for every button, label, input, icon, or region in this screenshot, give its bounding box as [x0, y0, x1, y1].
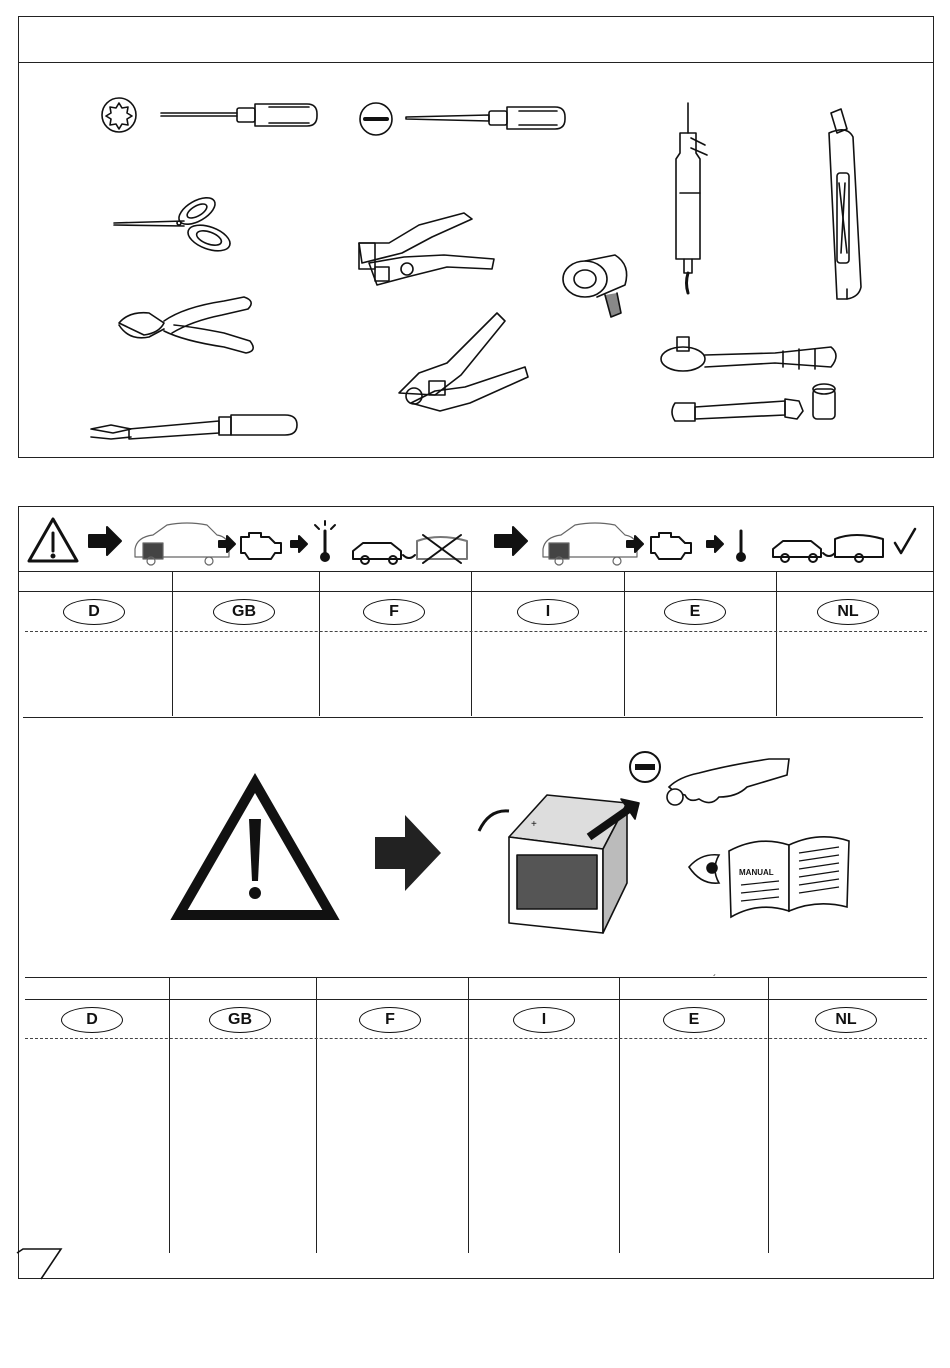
- language-badge-d: D: [63, 599, 125, 625]
- battery-plus-label: +: [531, 819, 537, 830]
- manual-book-icon: [729, 837, 849, 917]
- battery-disconnect-illustration: [159, 747, 859, 947]
- tools-illustration: [19, 63, 933, 457]
- ratchet-wrench-icon: [661, 337, 836, 371]
- tools-panel: [18, 16, 934, 458]
- language-badge-i: I: [513, 1007, 575, 1033]
- corner-mark-icon: [15, 1245, 75, 1281]
- hand-icon: [669, 759, 789, 803]
- divider: [19, 571, 933, 572]
- tools-panel-header: [19, 17, 933, 63]
- language-badge-e: E: [664, 599, 726, 625]
- socket-extension-icon: [672, 384, 835, 421]
- engine-warning-icon: [651, 533, 691, 559]
- warning-triangle-large-icon: [179, 783, 331, 915]
- language-badge-nl: NL: [815, 1007, 877, 1033]
- trim-removal-tool-icon: [91, 415, 297, 439]
- thermometer-hot-icon: [315, 521, 335, 561]
- arrow-small-icon: [219, 536, 235, 552]
- manual-label: MANUAL: [739, 868, 774, 877]
- battery-icon: [479, 795, 639, 933]
- terminal-clamp-icon: [667, 789, 683, 805]
- arrow-icon: [89, 527, 121, 555]
- torx-screwdriver-icon: [102, 98, 317, 132]
- side-cutters-icon: [119, 297, 253, 353]
- language-badge-f: F: [359, 1007, 421, 1033]
- test-lamp-icon: [676, 103, 707, 293]
- scissors-icon: [114, 192, 233, 256]
- car-with-trailer-icon: [773, 535, 883, 562]
- minus-terminal-icon: [630, 752, 660, 782]
- arrow-small-icon: [707, 536, 723, 552]
- eye-icon: [689, 855, 719, 883]
- engine-warning-icon: [241, 533, 281, 559]
- flat-screwdriver-icon: [360, 103, 565, 135]
- language-badge-d: D: [61, 1007, 123, 1033]
- arrow-icon: [495, 527, 527, 555]
- wire-stripper-icon: [359, 213, 494, 285]
- stray-mark: ´: [713, 974, 717, 985]
- check-mark-icon: [895, 529, 915, 553]
- language-badge-i: I: [517, 599, 579, 625]
- language-badge-e: E: [663, 1007, 725, 1033]
- thermometer-icon: [737, 531, 745, 561]
- car-no-trailer-icon: [353, 535, 467, 564]
- procedure-icon-strip: [19, 511, 933, 567]
- crimping-pliers-icon: [399, 313, 528, 411]
- car-diagnostic-connector-icon: [135, 523, 229, 565]
- arrow-large-icon: [375, 815, 441, 891]
- warning-triangle-small-icon: [29, 519, 77, 561]
- language-badge-f: F: [363, 599, 425, 625]
- utility-knife-icon: [829, 109, 861, 299]
- insulating-tape-icon: [563, 255, 627, 317]
- warning-panel: [18, 506, 934, 1279]
- car-diagnostic-connector-icon: [543, 523, 637, 565]
- arrow-small-icon: [291, 536, 307, 552]
- arrow-small-icon: [627, 536, 643, 552]
- language-badge-nl: NL: [817, 599, 879, 625]
- language-badge-gb: GB: [213, 599, 275, 625]
- language-badge-gb: GB: [209, 1007, 271, 1033]
